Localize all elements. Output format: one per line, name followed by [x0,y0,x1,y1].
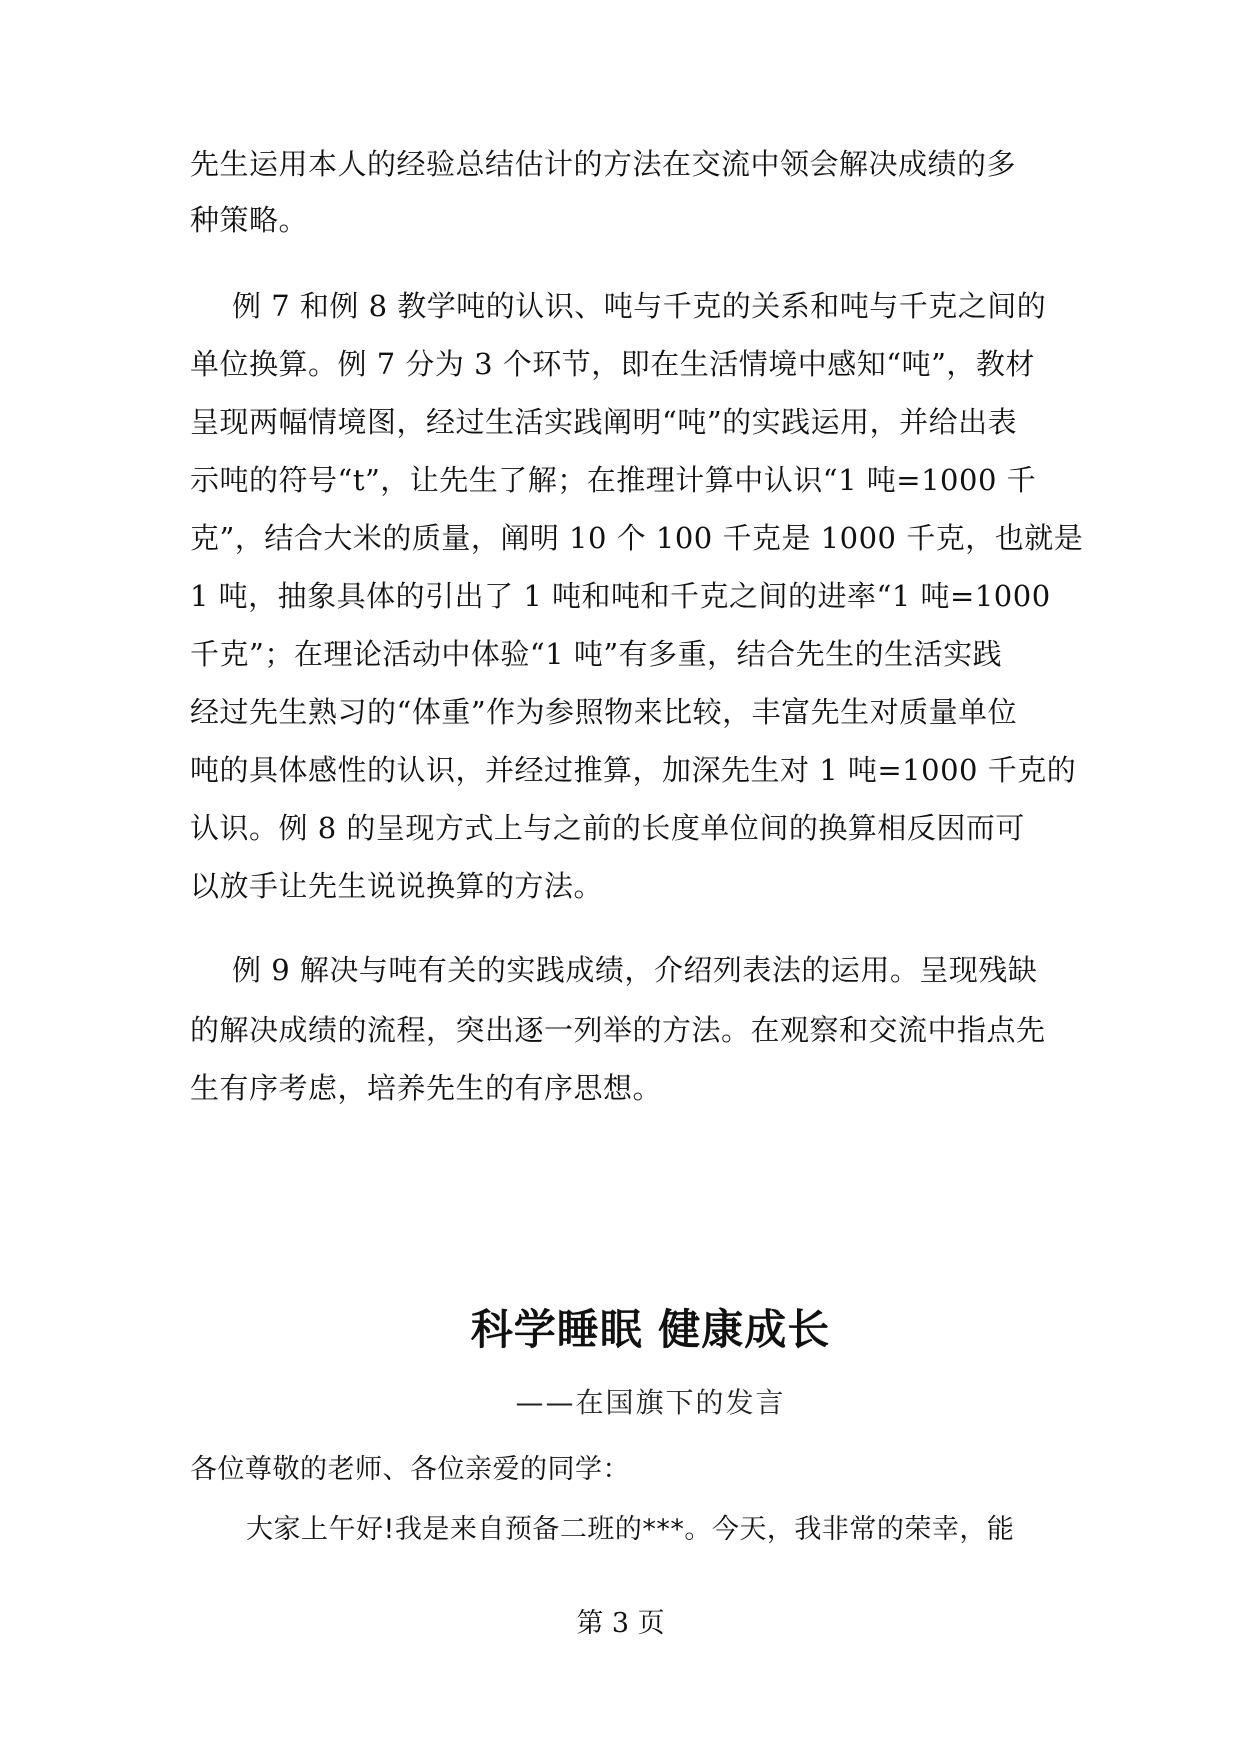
speech-subtitle: ——在国旗下的发言 [515,1386,786,1419]
page-number: 第 3 页 [576,1608,665,1639]
paragraph-2-line-11: 以放手让先生说说换算的方法。 [190,869,604,903]
paragraph-2-line-3: 呈现两幅情境图，经过生活实践阐明“吨”的实践运用，并给出表 [190,405,1018,439]
paragraph-2-line-6: 1 吨，抽象具体的引出了 1 吨和吨和千克之间的进率“1 吨=1000 [190,579,1051,613]
speech-opening-line: 大家上午好!我是来自预备二班的***。今天，我非常的荣幸，能 [246,1514,1015,1545]
paragraph-2-line-8: 经过先生熟习的“体重”作为参照物来比较，丰富先生对质量单位 [190,695,1018,729]
paragraph-2-line-5: 克”，结合大米的质量，阐明 10 个 100 千克是 1000 千克，也就是 [190,521,1084,555]
paragraph-2-line-9: 吨的具体感性的认识，并经过推算，加深先生对 1 吨=1000 千克的 [190,753,1077,787]
paragraph-3-line-2: 的解决成绩的流程，突出逐一列举的方法。在观察和交流中指点先 [190,1013,1046,1047]
speech-greeting: 各位尊敬的老师、各位亲爱的同学： [190,1454,630,1485]
paragraph-2-line-2: 单位换算。例 7 分为 3 个环节，即在生活情境中感知“吨”，教材 [190,347,1035,381]
paragraph-2-line-1: 例 7 和例 8 教学吨的认识、吨与千克的关系和吨与千克之间的 [232,289,1047,323]
paragraph-3-line-1: 例 9 解决与吨有关的实践成绩，介绍列表法的运用。呈现残缺 [232,953,1038,987]
paragraph-1-line-1: 先生运用本人的经验总结估计的方法在交流中领会解决成绩的多 [190,147,1017,181]
paragraph-2-line-4: 示吨的符号“t”，让先生了解；在推理计算中认识“1 吨=1000 千 [190,463,1037,497]
paragraph-2-line-7: 千克”；在理论活动中体验“1 吨”有多重，结合先生的生活实践 [190,637,1003,671]
speech-title: 科学睡眠 健康成长 [470,1305,831,1354]
paragraph-3-line-3: 生有序考虑，培养先生的有序思想。 [190,1071,663,1105]
paragraph-2-line-10: 认识。例 8 的呈现方式上与之前的长度单位间的换算相反因而可 [190,811,1025,845]
paragraph-1-line-2: 种策略。 [190,203,309,237]
